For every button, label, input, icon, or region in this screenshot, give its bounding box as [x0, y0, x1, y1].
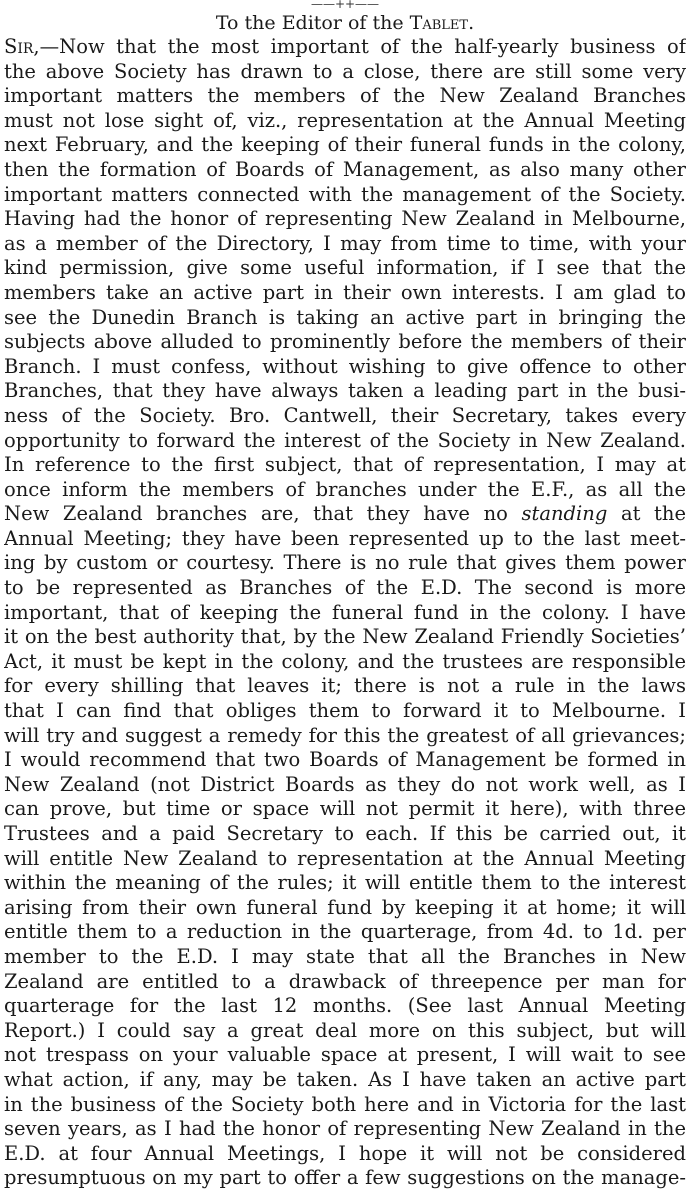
- text-segment: Zealand are entitled to a drawback of threepence per man for: [4, 969, 686, 993]
- text-line: [4, 773, 686, 798]
- text-line: [4, 847, 686, 872]
- text-line: [4, 994, 686, 1019]
- text-line: [4, 1166, 686, 1191]
- text-line: [4, 133, 686, 158]
- text-line: [4, 232, 686, 257]
- text-segment: next February, and the keeping of their funeral funds in the colony,: [4, 133, 686, 157]
- text-segment: to be represented as Branches of the E.D. The second is more: [4, 576, 686, 600]
- text-line: [4, 453, 686, 478]
- text-line: [4, 281, 686, 306]
- text-line: [4, 822, 686, 847]
- salutation: Sir,: [4, 35, 40, 58]
- text-line: [4, 478, 686, 503]
- text-line: [4, 60, 686, 85]
- text-line: [4, 797, 686, 822]
- heading-publication: Tablet.: [409, 12, 475, 34]
- text-segment: member to the E.D. I may state that all the Branches in New: [4, 944, 686, 968]
- text-line: [4, 84, 686, 109]
- text-line: [4, 1117, 686, 1142]
- text-segment: in the business of the Society both here and in Victoria for the last: [4, 1092, 686, 1116]
- text-segment: once inform the members of branches under the E.F., as all the: [4, 477, 686, 501]
- text-line: [4, 650, 686, 675]
- text-segment: what action, if any, may be taken. As I have taken an active part: [4, 1067, 686, 1091]
- text-segment: —Now that the most important of the half-yearly business of: [39, 35, 686, 58]
- text-segment: opportunity to forward the interest of the Society in New Zealand.: [4, 428, 686, 452]
- text-segment: important, that of keeping the funeral fund in the colony. I have: [4, 600, 686, 624]
- text-segment: Annual Meeting; they have been represented up to the last meet-: [4, 526, 686, 550]
- text-line: [4, 970, 686, 995]
- text-line: [4, 1019, 686, 1044]
- text-line: [4, 1068, 686, 1093]
- text-segment: subjects above alluded to prominently before the members of their: [4, 330, 686, 354]
- text-segment: In reference to the first subject, that of representation, I may at: [4, 453, 686, 477]
- text-line: [4, 379, 686, 404]
- text-line: [4, 674, 686, 699]
- text-segment: I would recommend that two Boards of Management be formed in: [4, 748, 686, 772]
- text-line: [4, 404, 686, 429]
- text-segment: it on the best authority that, by the New Zealand Friendly Societies’: [4, 625, 686, 649]
- text-line: [4, 576, 686, 601]
- text-line: [4, 1093, 686, 1118]
- text-segment: at the: [607, 502, 686, 526]
- text-segment: quarterage for the last 12 months. (See last Annual Meeting: [4, 994, 686, 1018]
- text-segment: ing by custom or courtesy. There is no rule that gives them power: [4, 551, 686, 575]
- emphasis-text: standing: [521, 502, 608, 526]
- text-line: [4, 330, 686, 355]
- text-segment: Trustees and a paid Secretary to each. If this be carried out, it: [4, 822, 686, 845]
- text-line: [4, 183, 686, 208]
- text-segment: then the formation of Boards of Management, as also many other: [4, 157, 686, 181]
- text-segment: New Zealand branches are, that they have no: [4, 502, 522, 526]
- text-line: [4, 699, 686, 724]
- text-segment: seven years, as I had the honor of representing New Zealand in the: [4, 1117, 686, 1141]
- text-segment: important matters connected with the management of the Society.: [4, 182, 686, 206]
- text-segment: within the meaning of the rules; it will entitle them to the interest: [4, 871, 686, 895]
- text-segment: will try and suggest a remedy for this the greatest of all grievances;: [4, 723, 686, 747]
- text-segment: Having had the honor of representing New Zealand in Melbourne,: [4, 207, 686, 231]
- text-line: [4, 527, 686, 552]
- text-segment: Act, it must be kept in the colony, and the trustees are responsible: [4, 649, 686, 673]
- letter-body: [4, 35, 686, 1191]
- text-line: [4, 920, 686, 945]
- text-line: [4, 551, 686, 576]
- text-line: [4, 625, 686, 650]
- text-segment: kind permission, give some useful information, if I see that the: [4, 256, 686, 280]
- text-segment: New Zealand (not District Boards as they do not work well, as I: [4, 772, 686, 796]
- text-segment: can prove, but time or space will not permit it here), with three: [4, 797, 686, 821]
- text-line: [4, 871, 686, 896]
- text-segment: as a member of the Directory, I may from time to time, with your: [4, 231, 686, 255]
- text-segment: Branches, that they have always taken a leading part in the busi-: [4, 379, 686, 403]
- text-segment: see the Dunedin Branch is taking an active part in bringing the: [4, 305, 686, 329]
- text-segment: not trespass on your valuable space at present, I will wait to see: [4, 1043, 686, 1067]
- text-line: [4, 601, 686, 626]
- text-segment: members take an active part in their own interests. I am glad to: [4, 280, 686, 304]
- text-line: [4, 945, 686, 970]
- letter-heading: [0, 11, 690, 35]
- text-segment: Report.) I could say a great deal more on this subject, but will: [4, 1018, 686, 1042]
- text-segment: E.D. at four Annual Meetings, I hope it will not be considered: [4, 1141, 686, 1165]
- text-line: [4, 502, 686, 527]
- text-segment: arising from their own funeral fund by keeping it at home; it will: [4, 895, 686, 919]
- text-line: [4, 35, 686, 60]
- text-line: [4, 896, 686, 921]
- section-divider-ornament: ——++——: [310, 0, 380, 11]
- text-segment: presumptuous on my part to offer a few suggestions on the manage-: [4, 1166, 686, 1190]
- text-segment: entitle them to a reduction in the quarterage, from 4d. to 1d. per: [4, 920, 686, 944]
- text-line: [4, 158, 686, 183]
- text-segment: that I can find that obliges them to forward it to Melbourne. I: [4, 699, 686, 723]
- text-segment: for every shilling that leaves it; there is not a rule in the laws: [4, 674, 686, 698]
- text-line: [4, 1142, 686, 1167]
- text-segment: important matters the members of the New Zealand Branches: [4, 84, 686, 108]
- text-segment: the above Society has drawn to a close, there are still some very: [4, 59, 686, 83]
- text-line: [4, 1043, 686, 1068]
- text-segment: ness of the Society. Bro. Cantwell, their Secretary, takes every: [4, 403, 686, 427]
- text-segment: must not lose sight of, viz., representation at the Annual Meeting: [4, 108, 686, 132]
- text-line: [4, 207, 686, 232]
- text-line: [4, 724, 686, 749]
- text-segment: Branch. I must confess, without wishing to give offence to other: [4, 354, 686, 378]
- text-line: [4, 429, 686, 454]
- text-segment: will entitle New Zealand to representation at the Annual Meeting: [4, 846, 686, 870]
- text-line: [4, 306, 686, 331]
- text-line: [4, 256, 686, 281]
- text-line: [4, 748, 686, 773]
- heading-prefix: To the Editor of the: [215, 12, 410, 34]
- text-line: [4, 355, 686, 380]
- text-line: [4, 109, 686, 134]
